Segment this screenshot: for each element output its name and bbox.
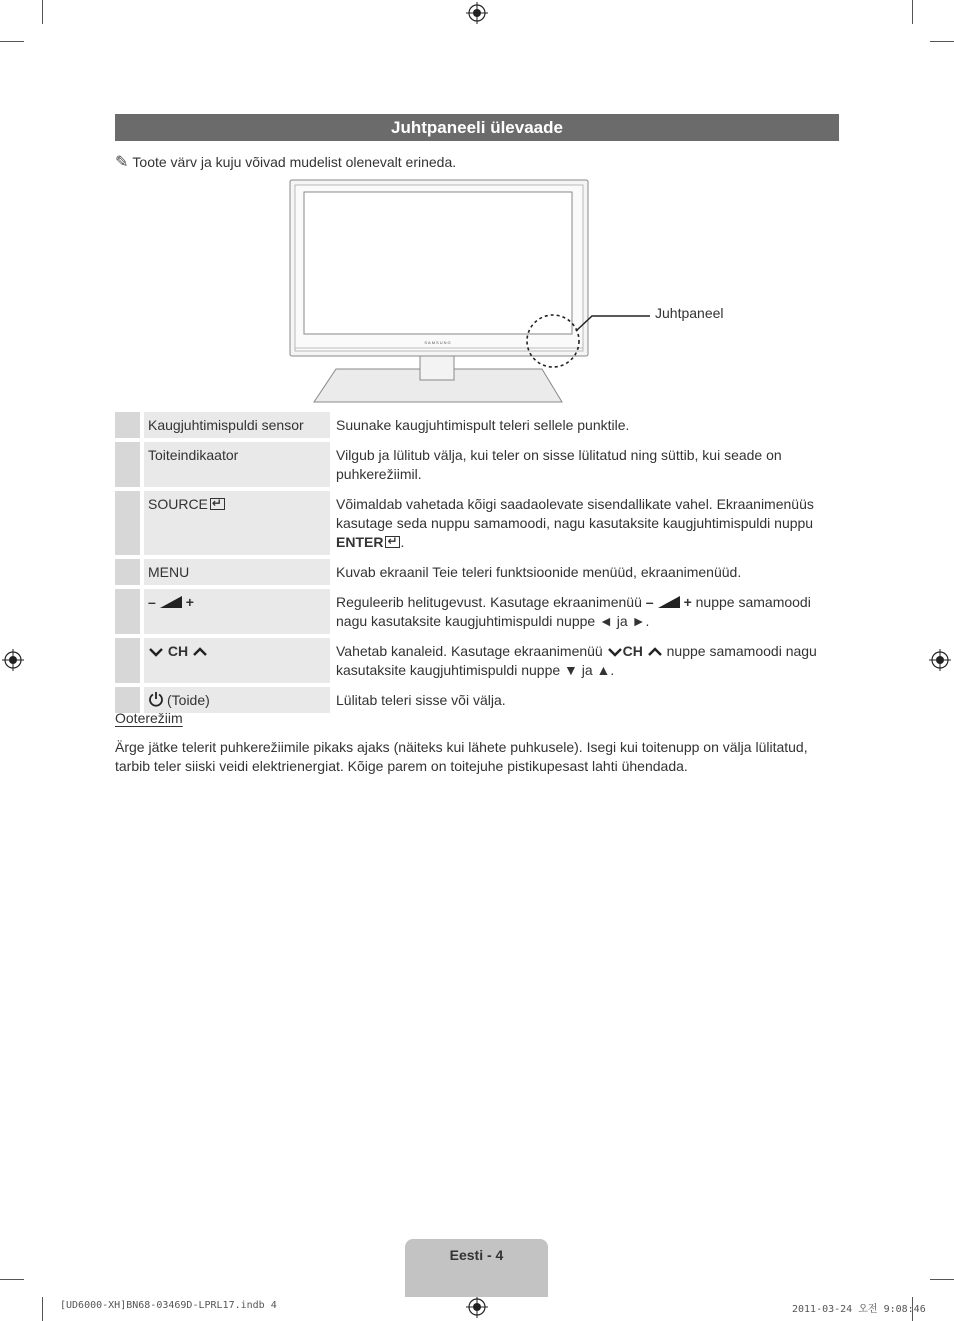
volume-icon: [658, 596, 680, 608]
enter-label: ENTER: [336, 534, 384, 550]
plus-symbol: +: [185, 594, 194, 610]
description-text: Reguleerib helitugevust. Kasutage ekraanimenüü: [336, 594, 642, 610]
table-row: [115, 589, 839, 634]
row-marker: [115, 589, 144, 634]
crop-mark: [930, 1279, 954, 1280]
control-description: Kuvab ekraanil Teie teleri funktsioonide menüüd, ekraanimenüüd.: [330, 559, 839, 585]
control-name: Toiteindikaator: [144, 442, 330, 487]
minus-symbol: –: [148, 594, 156, 610]
control-name: [144, 638, 330, 683]
crop-mark: [0, 1279, 24, 1280]
standby-heading: Ooterežiim: [115, 710, 183, 726]
table-row: [115, 491, 839, 555]
crop-mark: [930, 41, 954, 42]
brand-logo: SAMSUNG: [424, 340, 452, 345]
control-description: Vilgub ja lülitub välja, kui teler on sisse lülitatud ning süttib, kui seade on puhkerežiimil.: [330, 442, 839, 487]
table-row: [115, 638, 839, 683]
enter-icon: [385, 536, 400, 548]
chevron-up-icon: [192, 646, 208, 658]
description-text: nuppe samamoodi nagu kasutaksite kaugjuhtimispuldi nuppe ◄ ja ►.: [336, 594, 811, 629]
control-panel-callout: Juhtpaneel: [655, 305, 724, 321]
registration-mark-icon: [2, 649, 24, 671]
crop-mark: [42, 0, 43, 24]
volume-icon: [160, 596, 182, 608]
power-label: (Toide): [167, 692, 210, 708]
table-row: [115, 687, 839, 713]
description-text: .: [400, 534, 405, 550]
control-name: MENU: [144, 559, 330, 585]
note-text: Toote värv ja kuju võivad mudelist olenevalt erineda.: [132, 154, 457, 170]
tv-illustration: [280, 176, 660, 404]
chevron-down-icon: [607, 646, 623, 658]
control-name: Kaugjuhtimispuldi sensor: [144, 412, 330, 438]
standby-text: Ärge jätke telerit puhkerežiimile pikaks ajaks (näiteks kui lähete puhkusele). Isegi kui toitenupp on välja lülitatud, tarbib teler siiski veidi elektrienergiat. Kõige parem on toitejuhe pistikupesast lahti ühendada.: [115, 739, 808, 774]
control-name: [144, 589, 330, 634]
row-marker: [115, 638, 144, 683]
row-marker: [115, 442, 144, 487]
registration-mark-icon: [466, 1296, 488, 1318]
row-marker: [115, 412, 144, 438]
enter-icon: [210, 498, 225, 510]
footer-file-info: [UD6000-XH]BN68-03469D-LPRL17.indb 4: [60, 1300, 277, 1311]
crop-mark: [912, 0, 913, 24]
minus-symbol: –: [645, 594, 654, 610]
crop-mark: [0, 41, 24, 42]
table-row: [115, 559, 839, 585]
registration-mark-icon: [466, 2, 488, 24]
crop-mark: [42, 1297, 43, 1321]
row-marker: [115, 559, 144, 585]
control-name: [144, 491, 330, 555]
description-text: Võimaldab vahetada kõigi saadaolevate sisendallikate vahel. Ekraanimenüüs kasutage seda nuppu samamoodi, nagu kasutaksite kaugjuhtimispuldi nuppu: [336, 496, 814, 531]
description-text: nuppe samamoodi nagu kasutaksite kaugjuhtimispuldi nuppe ▼ ja ▲.: [336, 643, 817, 678]
pencil-note-icon: ✎: [115, 154, 129, 171]
ch-label: CH: [167, 643, 189, 659]
control-description: [330, 491, 839, 555]
control-description: [330, 589, 839, 634]
chevron-down-icon: [148, 646, 164, 658]
control-description: [330, 638, 839, 683]
control-description: Suunake kaugjuhtimispult teleri sellele punktile.: [330, 412, 839, 438]
plus-symbol: +: [683, 594, 692, 610]
description-text: Vahetab kanaleid. Kasutage ekraanimenüü: [336, 643, 603, 659]
control-table: [115, 408, 839, 717]
page-number-tab: Eesti - 4: [405, 1239, 548, 1297]
power-icon: [148, 691, 164, 707]
section-title: Juhtpaneeli ülevaade: [115, 114, 839, 141]
control-description: Lülitab teleri sisse või välja.: [330, 687, 839, 713]
source-label: SOURCE: [148, 496, 208, 512]
chevron-up-icon: [647, 646, 663, 658]
note: [115, 152, 456, 172]
row-marker: [115, 491, 144, 555]
table-row: [115, 442, 839, 487]
ch-label: CH: [622, 643, 643, 659]
registration-mark-icon: [929, 649, 951, 671]
table-row: [115, 412, 839, 438]
footer-timestamp: 2011-03-24 오전 9:08:46: [792, 1304, 926, 1315]
